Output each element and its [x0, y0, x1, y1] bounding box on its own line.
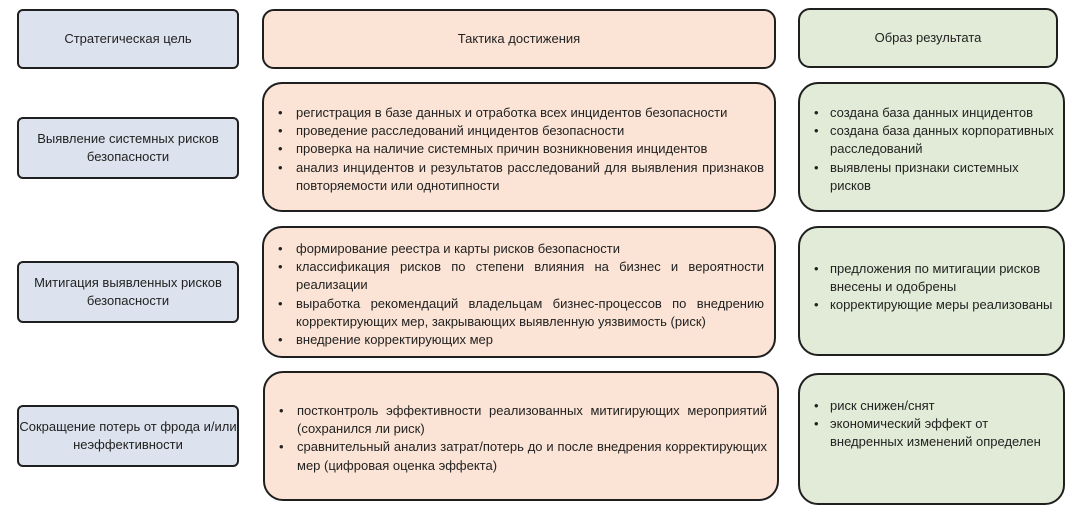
goal-box-3 — [17, 405, 239, 467]
tactic-item: • проверка на наличие системных причин возникновения инцидентов — [274, 140, 764, 158]
result-list — [806, 397, 1055, 452]
result-item: • корректирующие меры реализованы — [806, 296, 1055, 314]
tactic-item: • постконтроль эффективности реализованных митигирующих мероприятий (сохранился ли риск) — [275, 402, 767, 438]
header-result — [798, 8, 1058, 68]
goal-text: Выявление системных рисков безопасности — [37, 131, 219, 164]
goal-box-2 — [17, 261, 239, 323]
tactic-list — [274, 240, 764, 349]
tactic-box-1 — [262, 82, 776, 212]
result-item: • предложения по митигации рисков внесены и одобрены — [806, 260, 1055, 296]
tactic-item: • классификация рисков по степени влияния на бизнес и вероятности реализации — [274, 258, 764, 294]
result-item: • создана база данных инцидентов — [806, 104, 1055, 122]
result-box-1 — [798, 82, 1065, 212]
result-box-2 — [798, 226, 1065, 356]
tactic-box-3 — [263, 371, 779, 501]
header-goal-label: Стратегическая цель — [64, 31, 192, 46]
tactic-box-2 — [262, 226, 776, 358]
tactic-item: • регистрация в базе данных и отработка всех инцидентов безопасности — [274, 104, 764, 122]
result-box-3 — [798, 373, 1065, 505]
tactic-item: • формирование реестра и карты рисков безопасности — [274, 240, 764, 258]
tactic-item: • сравнительный анализ затрат/потерь до и после внедрения корректирующих мер (цифровая оценка эффекта) — [275, 438, 767, 474]
tactic-item: • внедрение корректирующих мер — [274, 331, 764, 349]
tactic-item: • анализ инцидентов и результатов расследований для выявления признаков повторяемости или однотипности — [274, 159, 764, 195]
tactic-list — [274, 104, 764, 195]
tactic-list — [275, 402, 767, 475]
goal-text: Сокращение потерь от фрода и/или неэффективности — [19, 419, 237, 452]
result-item: • экономический эффект от внедренных изменений определен — [806, 415, 1055, 451]
goal-text: Митигация выявленных рисков безопасности — [34, 275, 222, 308]
header-tactic-label: Тактика достижения — [457, 31, 581, 46]
result-item: • выявлены признаки системных рисков — [806, 159, 1055, 195]
result-item: • риск снижен/снят — [806, 397, 1055, 415]
header-goal — [17, 9, 239, 69]
header-tactic — [262, 9, 776, 69]
header-result-label: Образ результата — [874, 30, 982, 45]
tactic-item: • проведение расследований инцидентов безопасности — [274, 122, 764, 140]
result-list — [806, 260, 1055, 315]
tactic-item: • выработка рекомендаций владельцам бизнес-процессов по внедрению корректирующих мер, закрывающих выявленную уязвимость (риск) — [274, 295, 764, 331]
result-item: • создана база данных корпоративных расследований — [806, 122, 1055, 158]
goal-box-1 — [17, 117, 239, 179]
result-list — [806, 104, 1055, 195]
